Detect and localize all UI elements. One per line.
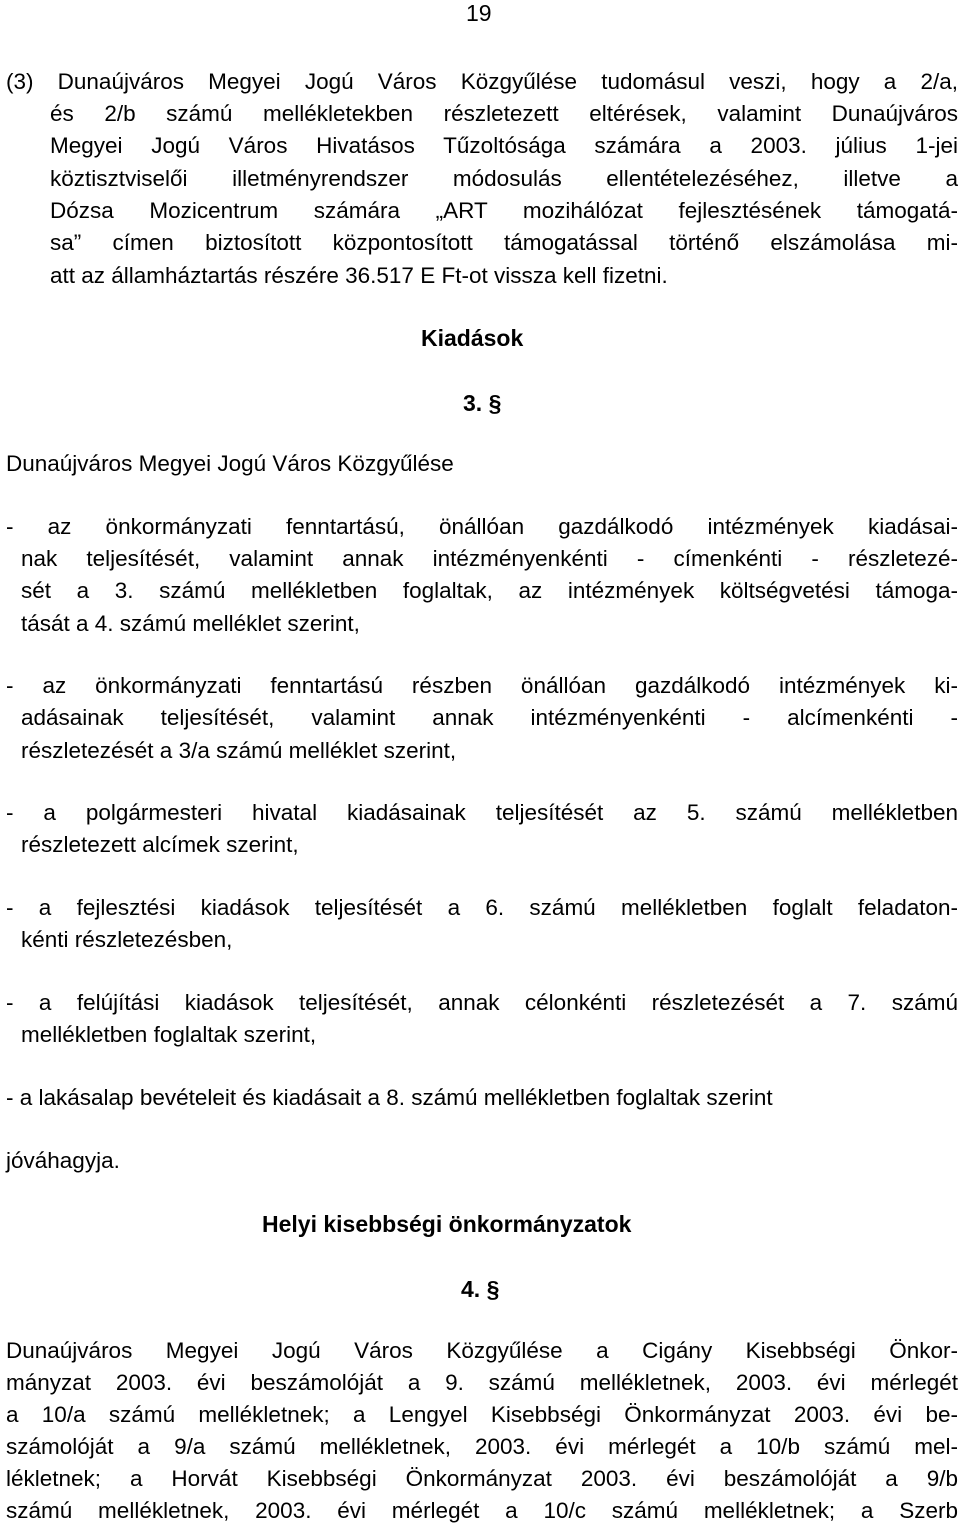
paragraph-line: Megyei Jogú Város Hivatásos Tűzoltósága számára a 2003. július 1-jei <box>50 133 958 158</box>
paragraph-line: (3) Dunaújváros Megyei Jogú Város Közgyűlése tudomásul veszi, hogy a 2/a, <box>6 69 958 94</box>
list-item-line: - a felújítási kiadások teljesítését, annak célonkénti részletezését a 7. számú <box>6 990 958 1015</box>
page-number: 19 <box>466 0 492 26</box>
list-item-line: adásainak teljesítését, valamint annak intézményenkénti - alcímenkénti - <box>21 705 958 730</box>
list-item-line: mellékletben foglaltak szerint, <box>21 1022 317 1047</box>
list-item-line: - az önkormányzati fenntartású részben önállóan gazdálkodó intézmények ki- <box>6 673 958 698</box>
paragraph-line: Dunaújváros Megyei Jogú Város Közgyűlése a Cigány Kisebbségi Önkor- <box>6 1338 958 1363</box>
paragraph-line: att az államháztartás részére 36.517 E Ft-ot vissza kell fizetni. <box>50 263 668 288</box>
section-heading: Kiadások <box>421 325 524 351</box>
list-item-line: - a polgármesteri hivatal kiadásainak teljesítését az 5. számú mellékletben <box>6 800 958 825</box>
section-subject: Dunaújváros Megyei Jogú Város Közgyűlése <box>6 451 454 476</box>
list-item-line: részletezését a 3/a számú melléklet szerint, <box>21 738 457 763</box>
paragraph-line: számú mellékletnek, 2003. évi mérlegét a 10/c számú mellékletnek; a Szerb <box>6 1498 958 1523</box>
paragraph-line: sa” címen biztosított központosított támogatással történő elszámolása mi- <box>50 230 958 255</box>
list-item-line: sét a 3. számú mellékletben foglaltak, az intézmények költségvetési támoga- <box>21 578 958 603</box>
section-number: 4. § <box>461 1276 500 1302</box>
paragraph-line: mányzat 2003. évi beszámolóját a 9. számú mellékletnek, 2003. évi mérlegét <box>6 1370 958 1395</box>
paragraph-line: lékletnek; a Horvát Kisebbségi Önkormányzat 2003. évi beszámolóját a 9/b <box>6 1466 958 1491</box>
paragraph-line: számolóját a 9/a számú mellékletnek, 2003. évi mérlegét a 10/b számú mel- <box>6 1434 958 1459</box>
approval-text: jóváhagyja. <box>6 1148 120 1173</box>
list-item-line: részletezett alcímek szerint, <box>21 832 299 857</box>
list-item-line: - a lakásalap bevételeit és kiadásait a 8. számú mellékletben foglaltak szerint <box>6 1085 773 1110</box>
list-item-line: tását a 4. számú melléklet szerint, <box>21 611 360 636</box>
list-item-line: nak teljesítését, valamint annak intézményenkénti - címenkénti - részletezé- <box>21 546 958 571</box>
list-item-line: - az önkormányzati fenntartású, önállóan gazdálkodó intézmények kiadásai- <box>6 514 958 539</box>
paragraph-line: a 10/a számú mellékletnek; a Lengyel Kisebbségi Önkormányzat 2003. évi be- <box>6 1402 958 1427</box>
section-heading: Helyi kisebbségi önkormányzatok <box>262 1211 632 1237</box>
list-item-line: kénti részletezésben, <box>21 927 233 952</box>
section-number: 3. § <box>463 390 502 416</box>
paragraph-line: Dózsa Mozicentrum számára „ART mozihálózat fejlesztésének támogatá- <box>50 198 958 223</box>
paragraph-line: és 2/b számú mellékletekben részletezett eltérések, valamint Dunaújváros <box>50 101 958 126</box>
list-item-line: - a fejlesztési kiadások teljesítését a 6. számú mellékletben foglalt feladaton- <box>6 895 958 920</box>
paragraph-line: köztisztviselői illetményrendszer módosulás ellentételezéséhez, illetve a <box>50 166 958 191</box>
